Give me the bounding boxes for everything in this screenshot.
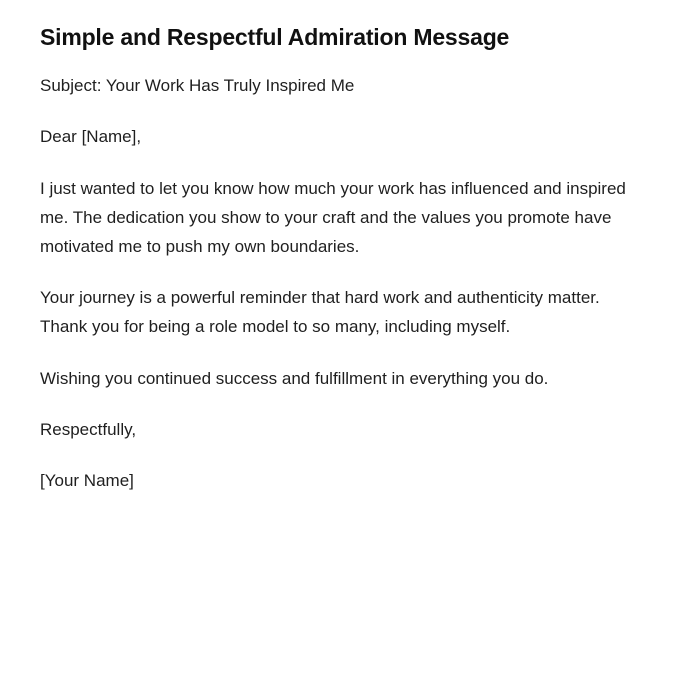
document-paragraph-body-1: I just wanted to let you know how much your work has influenced and inspired me. The dedication you show to your craft and the values you promote have motivated me to push my own boundaries. (40, 178, 626, 256)
document-paragraph-signature: [Your Name] (40, 471, 134, 491)
document-paragraph-body-3: Wishing you continued success and fulfillment in everything you do. (40, 368, 549, 388)
document-paragraph-salutation: Dear [Name], (40, 127, 142, 147)
document-paragraph-closing: Respectfully, (40, 419, 137, 439)
document-paragraph-subject: Subject: Your Work Has Truly Inspired Me (40, 76, 355, 96)
document-paragraph-body-2: Your journey is a powerful reminder that hard work and authenticity matter. Thank you for being a role model to so many, including myself. (40, 288, 600, 337)
page-title: Simple and Respectful Admiration Message (40, 24, 510, 50)
